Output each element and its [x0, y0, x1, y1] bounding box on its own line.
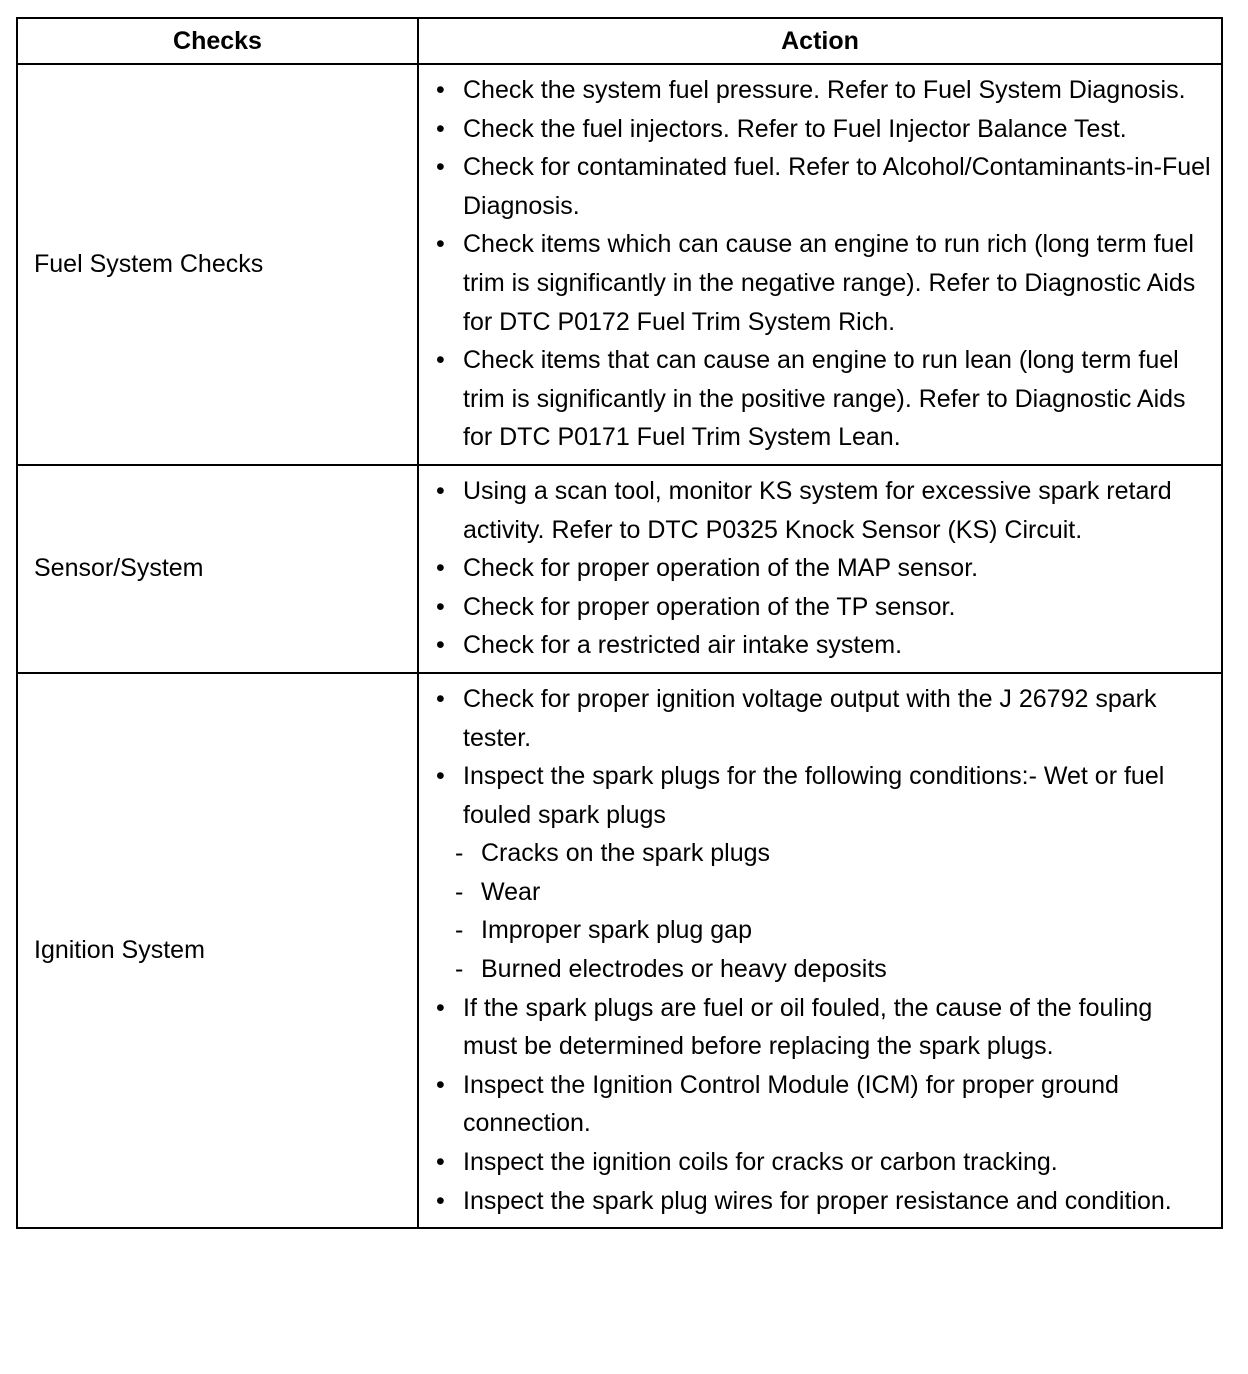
action-item: • Check items that can cause an engine to run lean (long term fuel trim is significantly in the positive range). Refer to Diagnostic Aids for DTC P0171 Fuel Trim System Lean.	[433, 341, 1211, 457]
table-row	[17, 673, 1222, 1228]
action-subitem: - Improper spark plug gap	[433, 911, 1211, 950]
action-item: • Inspect the Ignition Control Module (ICM) for proper ground connection.	[433, 1066, 1211, 1143]
action-subitem: - Wear	[433, 873, 1211, 912]
table-header-row	[17, 18, 1222, 64]
table-body	[17, 64, 1222, 1228]
action-list	[433, 71, 1211, 457]
action-item: • If the spark plugs are fuel or oil fouled, the cause of the fouling must be determined before replacing the spark plugs.	[433, 989, 1211, 1066]
action-cell	[418, 673, 1222, 1228]
check-cell: Fuel System Checks	[17, 64, 418, 465]
action-item: • Check for proper ignition voltage output with the J 26792 spark tester.	[433, 680, 1211, 757]
action-item: • Check for proper operation of the MAP sensor.	[433, 549, 1211, 588]
action-item: • Check items which can cause an engine to run rich (long term fuel trim is significantly in the negative range). Refer to Diagnostic Aids for DTC P0172 Fuel Trim System Rich.	[433, 225, 1211, 341]
checks-action-table	[16, 17, 1223, 1229]
action-item: • Check for a restricted air intake system.	[433, 626, 1211, 665]
action-item: • Using a scan tool, monitor KS system for excessive spark retard activity. Refer to DTC P0325 Knock Sensor (KS) Circuit.	[433, 472, 1211, 549]
column-header-checks: Checks	[17, 18, 418, 64]
table-row	[17, 465, 1222, 673]
action-cell	[418, 64, 1222, 465]
action-list	[433, 472, 1211, 665]
action-item: • Check the system fuel pressure. Refer to Fuel System Diagnosis.	[433, 71, 1211, 110]
action-list	[433, 680, 1211, 1220]
action-item: • Inspect the spark plug wires for proper resistance and condition.	[433, 1182, 1211, 1221]
column-header-action: Action	[418, 18, 1222, 64]
action-item: • Inspect the spark plugs for the following conditions:- Wet or fuel fouled spark plugs	[433, 757, 1211, 834]
action-subitem: - Burned electrodes or heavy deposits	[433, 950, 1211, 989]
action-item: • Check for contaminated fuel. Refer to Alcohol/Contaminants-in-Fuel Diagnosis.	[433, 148, 1211, 225]
check-cell: Sensor/System	[17, 465, 418, 673]
action-cell	[418, 465, 1222, 673]
action-item: • Check for proper operation of the TP sensor.	[433, 588, 1211, 627]
action-subitem: - Cracks on the spark plugs	[433, 834, 1211, 873]
table-row	[17, 64, 1222, 465]
action-item: • Check the fuel injectors. Refer to Fuel Injector Balance Test.	[433, 110, 1211, 149]
check-cell: Ignition System	[17, 673, 418, 1228]
action-item: • Inspect the ignition coils for cracks or carbon tracking.	[433, 1143, 1211, 1182]
